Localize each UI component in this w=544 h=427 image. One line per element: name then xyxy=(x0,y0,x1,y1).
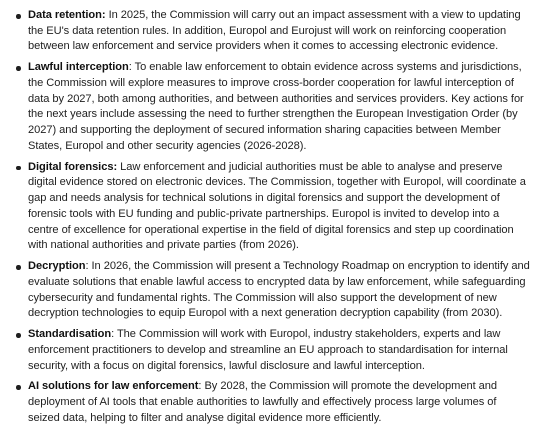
list-item-text: : The Commission will work with Europol, industry stakeholders, experts and law enforcement practitioners to develop and streamline an EU approach to standardisation for internal security, with a focus on digital forensics, lawful disclosure and lawful interception. xyxy=(28,328,508,372)
list-item-term: Digital forensics: xyxy=(28,160,118,173)
list-item-lawful-interception xyxy=(28,60,530,154)
list-item-decryption xyxy=(28,259,530,322)
list-item-term: Data retention: xyxy=(28,9,106,21)
list-item-term: Lawful interception xyxy=(28,61,129,74)
list-item-ai-solutions xyxy=(28,379,530,426)
list-item-data-retention xyxy=(28,8,530,55)
list-item-text: : In 2026, the Commission will present a Technology Roadmap on encryption to identify and evaluate solutions that enable lawful access to encrypted data by law enforcement, while safeguarding cybersecurity and fundamental rights. The Commission will also support the development of new decryption technologies to equip Europol with a next generation decryption capability (from 2030). xyxy=(28,260,530,320)
list-item-text: In 2025, the Commission will carry out an impact assessment with a view to updating the EU's data retention rules. In addition, Europol and Eurojust will work on reinforcing cooperation between law enforcement and service providers when it comes to accessing electronic evidence. xyxy=(28,9,521,53)
list-item-term: AI solutions for law enforcement xyxy=(28,380,199,393)
list-item-standardisation xyxy=(28,327,530,374)
bullet-list xyxy=(28,8,530,427)
list-item-digital-forensics xyxy=(28,160,530,254)
list-item-term: Standardisation xyxy=(28,328,112,341)
list-item-term: Decryption xyxy=(28,260,86,273)
list-item-text: Law enforcement and judicial authorities must be able to analyse and preserve digital evidence stored on electronic devices. The Commission, together with Europol, will coordinate a gap and needs analysis for technical solutions in digital forensics and support the development of forensic tools with EU funding and public-private partnerships. Europol is invited to develop into a centre of excellence for operational expertise in the field of digital forensics and step up coordination with national authorities and private parties (from 2026). xyxy=(28,160,526,252)
list-item-text: : To enable law enforcement to obtain evidence across systems and jurisdictions, the Commission will explore measures to improve cross-border cooperation for lawful interception of data by 2027, both among authorities, and between authorities and services providers. Key actions for the next years include assessing the need to further strengthen the European Investigation Order (by 2027) and supporting the deployment of secured information sharing capacities between Member States, Europol and other security agencies (2026-2028). xyxy=(28,61,524,152)
list-item-text: : By 2028, the Commission will promote the development and deployment of AI tools that enable authorities to lawfully and effectively process large volumes of seized data, helping to filter and analyse digital evidence more efficiently. xyxy=(28,380,498,424)
